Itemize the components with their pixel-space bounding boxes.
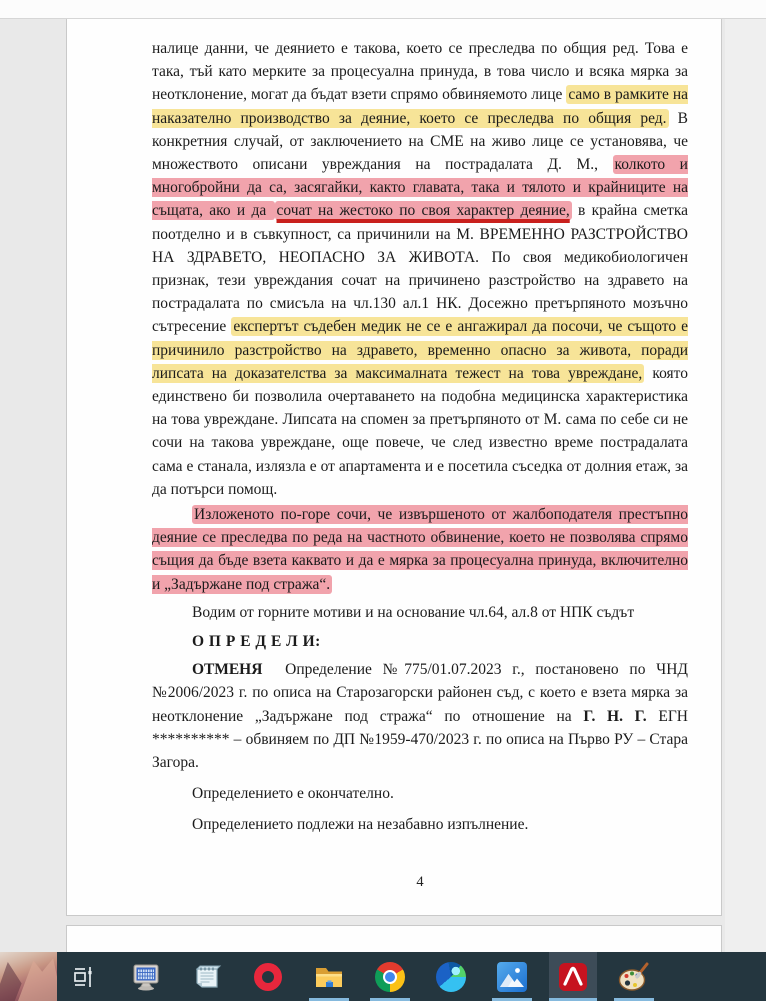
pink-highlighted-text: Изложеното по-горе сочи, че извършеното от жалбоподателя престъпно деяние се преследва по реда на частното обвинение, което не позволява спрямо същия да бъде взета каквато и да е мярка за процесуална принуда, включително и „Задържане под стража“. xyxy=(152,506,688,593)
pink-highlighted-text: колкото и многобройни да са, засягайки, както главата, така и тялото и крайниците на същата, ако и да xyxy=(152,156,688,220)
taskbar-button-chrome[interactable] xyxy=(366,952,414,1001)
taskbar-button-file-explorer[interactable] xyxy=(305,952,353,1001)
file-explorer-icon xyxy=(313,962,345,992)
paragraph-motives: Водим от горните мотиви и на основание чл.64, ал.8 от НПК съдът xyxy=(192,603,635,621)
text-run: В конкретния случай, от заключението на СМЕ на живо лице се установява, че множеството описани увреждания на пострадалата Д. М., xyxy=(152,109,688,174)
taskbar xyxy=(0,952,766,1001)
taskbar-button-opera[interactable] xyxy=(244,952,292,1001)
bold-text-run: ОТМЕНЯ xyxy=(192,661,263,679)
paragraph-otmenya xyxy=(152,658,688,774)
task-view-icon xyxy=(70,962,100,992)
text-run: ЕГН ********** – обвиняем по ДП №1959-470/2023 г. по описа на Първо РУ – Стара Загора. xyxy=(152,707,689,772)
paint-icon xyxy=(618,962,650,992)
taskbar-button-acrobat-reader[interactable] xyxy=(549,952,597,1001)
text-run: налице данни, че деянието е такова, което се преследва по общия ред. Това е така, тъй като мерките за процесуална принуда, в това число и всяка мярка за неотклонение, могат да бъдат взети спрямо обвиняемото лице xyxy=(152,40,688,104)
paragraph-opredeli-heading: О П Р Е Д Е Л И: xyxy=(192,633,321,651)
taskbar-button-task-view[interactable] xyxy=(61,952,109,1001)
acrobat-reader-icon xyxy=(557,961,589,993)
text-run: в крайна сметка поотделно и в съвкупност, са причинили на М. ВРЕМЕННО РАЗСТРОЙСТВО НА ЗДРАВЕТО, НЕОПАСНО ЗА ЖИВОТА. По своя медикобиологичен признак, тези увреждания сочат на причинено разстройство на здравето на пострадалата по смисъла на чл.130 ал.1 НК. Досежно претърпяното мозъчно сътресение xyxy=(152,202,688,336)
taskbar-button-photos[interactable] xyxy=(488,952,536,1001)
taskbar-button-on-screen-keyboard[interactable] xyxy=(122,952,170,1001)
taskbar-button-notepad[interactable] xyxy=(183,952,231,1001)
page-number: 4 xyxy=(416,874,424,890)
bold-text-run: Г. Н. Г. xyxy=(583,707,647,725)
taskbar-button-edge[interactable] xyxy=(427,952,475,1001)
pdf-page-4[interactable] xyxy=(66,19,722,916)
pink-highlighted-red-underlined-text: сочат на жестоко по своя характер деяние, xyxy=(276,202,570,220)
pdf-page-5-top[interactable] xyxy=(66,925,722,952)
yellow-highlighted-text: експертът съдебен медик не се е ангажирал да посочи, че същото е причинило разстройство на здравето, временно опасно за живота, поради липсата на доказателства за максималната тежест на това увреждане, xyxy=(152,318,688,382)
text-run: Определение №775/01.07.2023 г., постановено по ЧНД №2006/2023 г. по описа на Старозагорски районен съд, с което е взета мярка за неотклонение „Задържане под стража“ по отношение на xyxy=(152,661,688,725)
paragraph-body xyxy=(152,37,688,501)
text-run: която единствено би позволила очертаването на подобна медицинска характеристика на това увреждане. Липсата на спомен за претърпяното от М. сама по себе си не сочи на такова увреждане, още повече, че след известно време пострадалата сама е станала, излязла е от апартамента и е посетила съседка от долния етаж, за да потърси помощ. xyxy=(152,364,688,498)
scrollbar-gutter[interactable] xyxy=(725,19,766,952)
document-text xyxy=(67,19,721,836)
taskbar-button-paint[interactable] xyxy=(610,952,658,1001)
edge-icon xyxy=(436,962,466,992)
paragraph-execution: Определението подлежи на незабавно изпълнение. xyxy=(192,815,529,833)
on-screen-keyboard-icon xyxy=(130,962,162,992)
pdf-viewer-canvas[interactable] xyxy=(0,19,766,952)
paragraph-conclusion xyxy=(152,503,688,596)
yellow-highlighted-text: само в рамките на наказателно производство за деяние, което се преследва по общия ред. xyxy=(152,86,688,127)
paragraph-final: Определението е окончателно. xyxy=(192,785,394,803)
chrome-icon xyxy=(375,962,405,992)
viewer-toolbar-area xyxy=(0,0,766,19)
desktop-wallpaper-thumbnail[interactable] xyxy=(0,952,57,1001)
taskbar-app-buttons xyxy=(61,952,658,1001)
photos-icon xyxy=(497,962,527,992)
mountain-ridge-shape xyxy=(18,956,57,1001)
notepad-icon xyxy=(192,962,222,992)
opera-icon xyxy=(254,963,282,991)
